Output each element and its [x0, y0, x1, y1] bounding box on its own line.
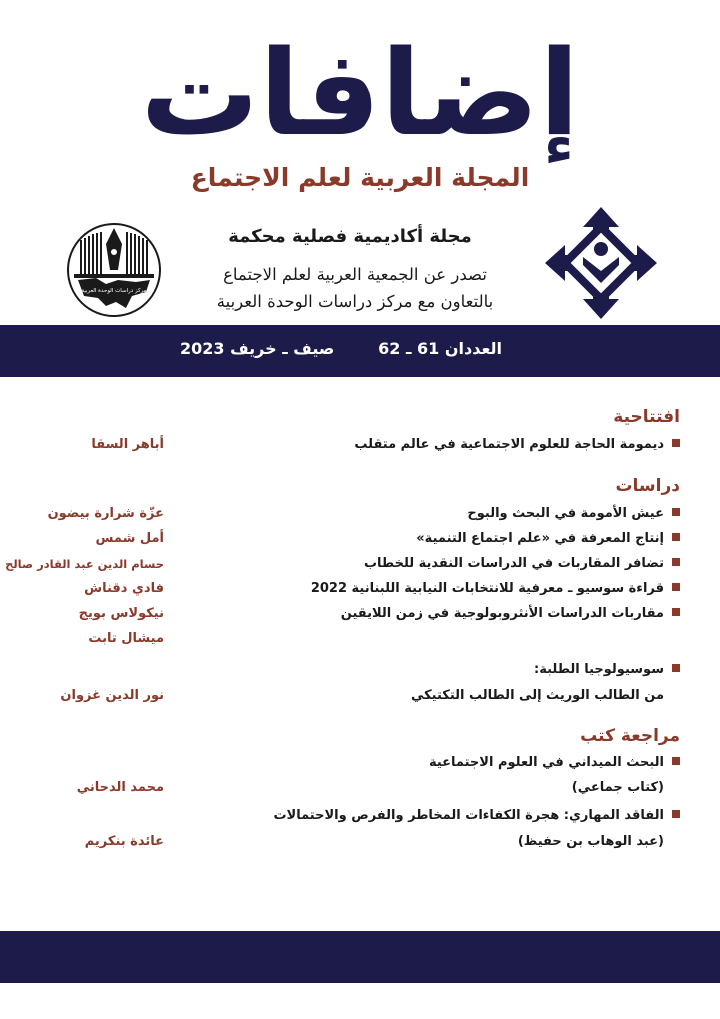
section-reviews-heading: مراجعة كتب [580, 726, 680, 746]
section-editorial-heading: افتتاحية [613, 407, 680, 427]
bullet-icon [672, 664, 680, 672]
review-entry-title: البحث الميداني في العلوم الاجتماعية [429, 755, 680, 770]
bullet-icon [672, 810, 680, 818]
study-entry-title: قراءة سوسيو ـ معرفية للانتخابات النيابية اللبنانية 2022 [311, 581, 680, 596]
publication-type: مجلة أكاديمية فصلية محكمة [228, 226, 472, 247]
caus-logo-icon [66, 222, 162, 318]
issue-season: صيف ـ خريف 2023 [180, 339, 335, 358]
study-entry-title: عيش الأمومة في البحث والبوح [467, 506, 680, 521]
bullet-icon [672, 757, 680, 765]
study-entry-title: سوسيولوجيا الطلبة: [534, 662, 680, 677]
study-entry-title: مقاربات الدراسات الأنثروبولوجية في زمن اللايقين [341, 606, 680, 621]
study-entry-author: أمل شمس [95, 531, 164, 546]
study-entry-subtitle: من الطالب الوريث إلى الطالب التكتيكي [410, 688, 664, 703]
bullet-icon [672, 608, 680, 616]
issue-band [0, 325, 720, 377]
journal-title: إضافات [140, 24, 580, 162]
study-entry-title: تضافر المقاربات في الدراسات النقدية للخطاب [364, 556, 680, 571]
study-entry-title: إنتاج المعرفة في «علم اجتماع التنمية» [416, 531, 680, 546]
editorial-entry-author: أباهر السقا [91, 437, 164, 452]
footer-band [0, 931, 720, 983]
editorial-entry-title: ديمومة الحاجة للعلوم الاجتماعية في عالم متقلب [354, 437, 680, 452]
study-entry-author: فادي دقناش [84, 581, 164, 596]
study-entry-author: نور الدين غزوان [60, 688, 164, 703]
publisher-line-1: تصدر عن الجمعية العربية لعلم الاجتماع [223, 265, 487, 284]
bullet-icon [672, 533, 680, 541]
review-entry-author: عائدة بنكريم [84, 834, 164, 849]
issue-number: العددان 61 ـ 62 [378, 339, 502, 358]
bullet-icon [672, 558, 680, 566]
review-entry-subtitle: (عبد الوهاب بن حفيظ) [517, 834, 664, 849]
bullet-icon [672, 508, 680, 516]
review-entry-author: محمد الدحاني [76, 780, 164, 795]
study-entry-author: حسام الدين عبد القادر صالح [5, 557, 164, 571]
section-studies-heading: دراسات [615, 476, 680, 496]
association-logo-icon [543, 205, 659, 321]
study-entry-coauthor: ميشال تابت [88, 631, 164, 646]
journal-subtitle: المجلة العربية لعلم الاجتماع [190, 163, 530, 192]
bullet-icon [672, 583, 680, 591]
caus-logo-caption: مركز دراسات الوحدة العربية [81, 288, 147, 294]
review-entry-title: الفاقد المهاري: هجرة الكفاءات المخاطر والفرص والاحتمالات [273, 808, 680, 823]
study-entry-author: عزّة شرارة بيضون [47, 506, 164, 521]
review-entry-subtitle: (كتاب جماعي) [571, 780, 664, 795]
publisher-line-2: بالتعاون مع مركز دراسات الوحدة العربية [216, 292, 494, 311]
study-entry-author: نيكولاس بويج [78, 606, 164, 621]
bullet-icon [672, 439, 680, 447]
